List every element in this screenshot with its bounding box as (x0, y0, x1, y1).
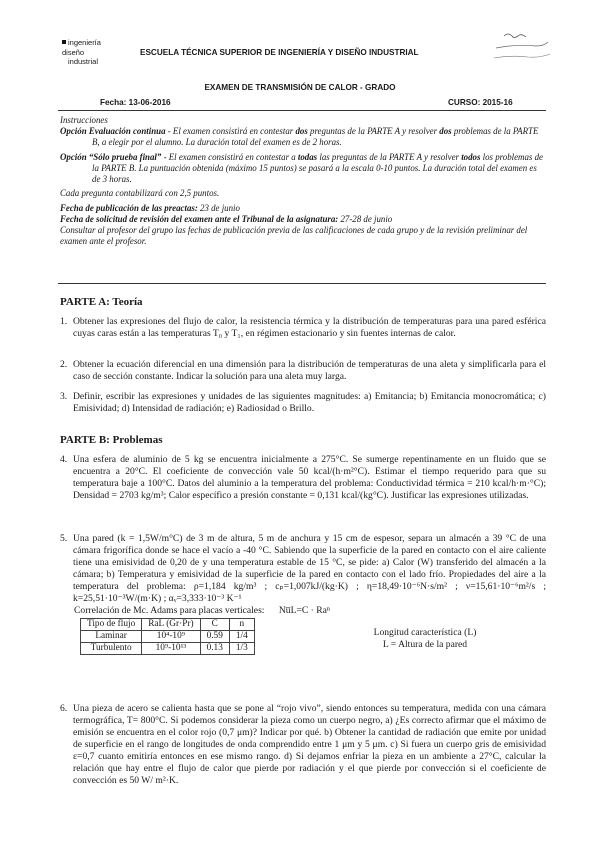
logo-mark-icon (62, 40, 66, 44)
publication-date-value: 23 de junio (197, 203, 240, 214)
table-cell: 0.59 (200, 631, 229, 643)
publication-date-label: Fecha de publicación de las preactas: (60, 203, 198, 214)
characteristic-length-line-1: Longitud característica (L) (373, 627, 477, 638)
problem-4 (60, 454, 546, 502)
characteristic-length-note (370, 627, 480, 651)
table-row (81, 631, 255, 643)
review-date-value: 27-28 de junio (338, 214, 393, 225)
review-date (60, 214, 546, 225)
question-text: Definir, escribir las expresiones y unidades de las siguientes magnitudes: a) Emitancia; b) Emitancia monocromática; c) Emisividad; d) Intensidad de radiación; e) Radiosidad o Brillo. (73, 391, 546, 414)
option-continuous (60, 126, 546, 148)
table-cell: 10⁴-10⁹ (142, 631, 200, 643)
question-number: 1. (60, 316, 68, 327)
table-cell: 10⁹-10¹³ (142, 643, 200, 655)
top-divider (58, 110, 546, 111)
exam-title: EXAMEN DE TRANSMISIÓN DE CALOR - GRADO (204, 83, 396, 92)
option-continuous-bold-2: dos (439, 125, 452, 136)
exam-date: Fecha: 13-06-2016 (100, 98, 171, 107)
question-number: 2. (60, 359, 68, 370)
publication-date (60, 203, 546, 214)
part-a-title: PARTE A: Teoría (60, 296, 143, 308)
problem-6 (60, 703, 546, 787)
correlation-line (74, 605, 330, 616)
table-header: n (229, 619, 254, 631)
instructions-heading: Instrucciones (60, 115, 108, 125)
problem-number: 4. (60, 454, 68, 465)
school-logo (62, 38, 122, 76)
option-continuous-text-d: problemas de la PARTE B, a elegir por el alumno. La duración total del examen es de 2 horas. (92, 125, 539, 147)
question-1 (60, 316, 546, 340)
question-2 (60, 359, 546, 383)
course-year: CURSO: 2015-16 (448, 98, 513, 107)
option-final-bold-2: todos (461, 151, 481, 162)
logo-line-1: ingeniería (68, 38, 101, 47)
option-final-text-a: - El examen consistirá en contestar a (161, 151, 298, 162)
question-3 (60, 391, 546, 415)
table-cell: 0.13 (200, 643, 229, 655)
instructions-divider (58, 283, 546, 284)
problem-number: 6. (60, 703, 68, 714)
correlation-formula: Nu̅L=C · Raⁿ (278, 605, 330, 616)
instructions-block (60, 115, 546, 247)
table-header: RaL (Gr·Pr) (142, 619, 200, 631)
question-number: 3. (60, 391, 68, 402)
problem-5 (60, 533, 546, 605)
option-final-text-d: los problemas de la PARTE B. La puntuación obtenida (máximo 15 puntos) se pasará a la escala 0-10 puntos. La duración total del examen es de 3 horas. (92, 151, 543, 184)
table-cell: 1/3 (229, 643, 254, 655)
characteristic-length-line-2: L = Altura de la pared (382, 639, 468, 650)
problem-text: Una pieza de acero se calienta hasta que se pone al “rojo vivo”, siendo entonces su temperatura, medida con una cámara termográfica, T= 800°C. Si podemos considerar la pieza como un cuerpo negro, a) ¿Es correcto afirmar que el máximo de emisión se encuentra en el color rojo (0,7 μm)? Indicar por qué. b) Obtener la cantidad de radiación que emite por unidad de superficie en el rango de longitudes de onda comprendido entre 1 μm y 5 μm. c) Si fuera un cuerpo gris de emisividad ε=0,7 cuanto emitiría entonces en ese mismo rango. d) Si dejamos enfriar la pieza en un ambiente a 27°C, calcular la relación que hay entre el flujo de calor que pierde por radiación y el que pierde por convección si el coeficiente de convección es 50 W/ m²·K. (73, 703, 546, 786)
problem-text: Una pared (k = 1,5W/m°C) de 3 m de altura, 5 m de anchura y 15 cm de espesor, separa un almacén a 39 °C de una cámara frigorífica donde se hace el vacío a -40 °C. Sabiendo que la superficie de la pared en contacto con el aire caliente tiene una emisividad de 0,20 de y una temperatura estable de 15 °C, se pide: a) Calor (W) transferido del almacén a la cámara; b) Temperatura y emisividad de la superficie de la pared en contacto con el lado frío. Propiedades del aire a la temperatura del problema: ρ=1,184 kg/m³ ; cₚ=1,007kJ/(kg·K) ; η=18,49·10⁻⁶N·s/m² ; ν=15,61·10⁻⁶m²/s ; k=25,51·10⁻³W/(m·K) ; αᵥ=3,333·10⁻³ K⁻¹ (73, 533, 546, 604)
part-b-title: PARTE B: Problemas (60, 434, 163, 446)
question-text: Obtener las expresiones del flujo de calor, la resistencia térmica y la distribución de temperaturas para una pared esférica cuyas caras están a las temperaturas T₀ y T₁, en régimen estacionario y sin fuentes internas de calor. (73, 316, 546, 339)
points-per-question: Cada pregunta contabilizará con 2,5 puntos. (60, 188, 220, 199)
option-final-bold-1: todas (297, 151, 318, 162)
consult-note: Consultar al profesor del grupo las fechas de publicación previa de las calificaciones de cada grupo y de la revisión preliminar del examen ante el profesor. (60, 225, 528, 247)
handwritten-signature (492, 28, 552, 68)
option-continuous-text-c: preguntas de la PARTE A y resolver (307, 125, 440, 136)
option-final-text-c: las preguntas de la PARTE A y resolver (317, 151, 462, 162)
review-date-label: Fecha de solicitud de revisión del examen ante el Tribunal de la asignatura: (60, 214, 339, 225)
option-continuous-bold-1: dos (295, 125, 308, 136)
table-row (81, 643, 255, 655)
table-header-row (81, 619, 255, 631)
table-cell: 1/4 (229, 631, 254, 643)
option-continuous-text-a: - El examen consistirá en contestar (165, 125, 296, 136)
table-header: C (200, 619, 229, 631)
table-cell: Turbulento (81, 643, 142, 655)
problem-text: Una esfera de aluminio de 5 kg se encuentra inicialmente a 275°C. Se sumerge repentinamente en un fluido que se encuentra a 20°C. El coeficiente de convección vale 50 kcal/(h·m²°C). Estimar el tiempo requerido para que su temperatura baje a 100°C. Datos del aluminio a la temperatura del problema: Conductividad térmica = 210 kcal/h·m·°C); Densidad = 2703 kg/m³; Calor específico a presión constante = 0,131 kcal/(kg°C). Justificar las expresiones utilizadas. (73, 454, 546, 501)
option-final-label: Opción “Sólo prueba final” (60, 151, 162, 162)
table-header: Tipo de flujo (81, 619, 142, 631)
correlation-table (80, 618, 255, 655)
logo-line-2: diseño (62, 48, 85, 57)
school-name: ESCUELA TÉCNICA SUPERIOR DE INGENIERÍA Y DISEÑO INDUSTRIAL (140, 48, 419, 57)
table-cell: Laminar (81, 631, 142, 643)
logo-line-3: industrial (68, 57, 99, 66)
option-continuous-label: Opción Evaluación continua (60, 125, 166, 136)
option-final (60, 152, 546, 185)
correlation-label: Correlación de Mc. Adams para placas verticales: (74, 605, 265, 616)
problem-number: 5. (60, 533, 68, 544)
question-text: Obtener la ecuación diferencial en una dimensión para la distribución de temperaturas de una aleta y simplificarla para el caso de sección constante. Indicar la solución para una aleta muy larga. (73, 359, 546, 382)
